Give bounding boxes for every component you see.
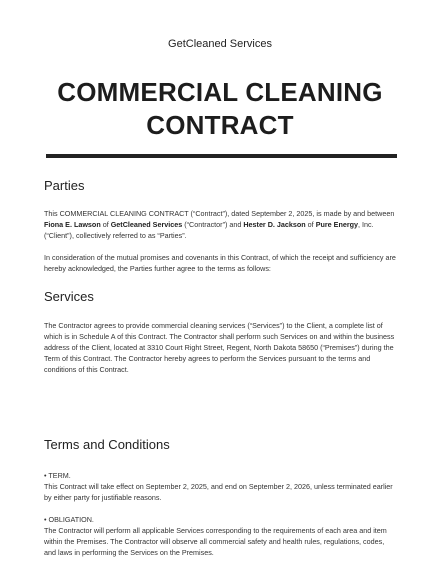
services-paragraph: The Contractor agrees to provide commercial cleaning services (“Services”) to the Client, a complete list of which is in Schedule A of this Contract. The Contractor shall perform such Services on and within the business address of the Client, located at 3310 Court Right Street, Regent, North Dakota 58650 (“Premises”) during the Term of this Contract. The Contractor hereby agrees to perform the Services pursuant to the terms and conditions of this Contract. bbox=[44, 321, 395, 374]
title-line-1: COMMERCIAL CLEANING bbox=[57, 77, 383, 107]
term-label: • TERM. bbox=[44, 471, 71, 480]
parties-paragraph-2: In consideration of the mutual promises and covenants in this Contract, of which the receipt and sufficiency are hereby acknowledged, the Parties further agree to the terms as follows: bbox=[44, 253, 396, 273]
text: This COMMERCIAL CLEANING CONTRACT (“Contract”), dated September 2, 2025, is made by and between bbox=[44, 209, 395, 218]
text: (“Contractor”) and bbox=[182, 220, 244, 229]
obligation-label: • OBLIGATION. bbox=[44, 515, 94, 524]
title-divider bbox=[46, 154, 397, 158]
terms-heading: Terms and Conditions bbox=[44, 437, 170, 452]
term-clause bbox=[44, 470, 396, 503]
parties-paragraph-1 bbox=[44, 208, 396, 241]
obligation-text: The Contractor will perform all applicable Services corresponding to the requirements of each area and item within the Premises. The Contractor will observe all commercial safety and health rules, regulations, codes, and laws in performing the Services on the Premises. bbox=[44, 526, 387, 557]
title-line-2: CONTRACT bbox=[146, 110, 294, 140]
text: of bbox=[305, 220, 316, 229]
contractor-company: GetCleaned Services bbox=[110, 220, 183, 229]
document-title bbox=[30, 76, 410, 142]
client-company: Pure Energy bbox=[315, 220, 359, 229]
text: , Inc. (“Client”), collectively referred to as “Parties”. bbox=[44, 220, 374, 240]
term-text: This Contract will take effect on September 2, 2025, and end on September 2, 2026, unless terminated earlier by either party for justifiable reasons. bbox=[44, 482, 393, 502]
obligation-clause bbox=[44, 514, 396, 558]
text: of bbox=[100, 220, 111, 229]
parties-heading: Parties bbox=[44, 178, 85, 193]
services-heading: Services bbox=[44, 289, 94, 304]
contractor-name: Fiona E. Lawson bbox=[44, 220, 101, 229]
client-name: Hester D. Jackson bbox=[243, 220, 306, 229]
company-name: GetCleaned Services bbox=[168, 38, 272, 50]
